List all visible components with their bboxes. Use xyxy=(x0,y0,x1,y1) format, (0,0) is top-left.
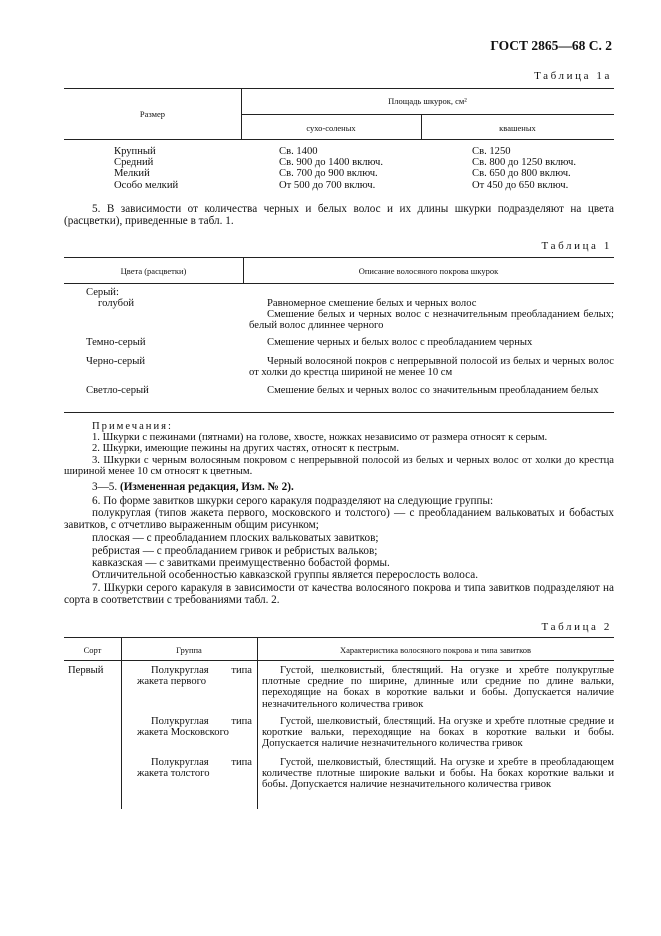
table2-group-header: Группа xyxy=(176,645,202,655)
desc-light-gray: Смешение белых и черных волос со значительным преобладанием белых xyxy=(267,385,599,396)
table1a-sour-col xyxy=(472,146,576,191)
color-black-gray: Черно-серый xyxy=(86,356,145,367)
table1-top-rule xyxy=(64,257,614,258)
notes-title: Примечания: xyxy=(92,421,173,432)
table1a-sour-header: квашеных xyxy=(499,123,536,133)
page-header: ГОСТ 2865—68 С. 2 xyxy=(490,38,612,53)
table-cell: Св. 1250 xyxy=(472,146,511,157)
table1a-dry-col xyxy=(279,146,383,191)
table1a-size-header: Размер xyxy=(139,109,166,119)
table1a-area-header: Площадь шкурок, см² xyxy=(388,96,467,106)
table2-caption: Таблица 2 xyxy=(541,621,612,633)
sort-first: Первый xyxy=(68,665,104,676)
note-1: 1. Шкурки с пежинами (пятнами) на голове, хвосте, ножках независимо от размера относят к серым. xyxy=(92,432,548,443)
group-caucasian: кавказская — с завитками преимущественно бобастой формы. xyxy=(92,557,390,569)
desc-dark-gray: Смешение черных и белых волос с преобладанием черных xyxy=(267,337,533,348)
note-2: 2. Шкурки, имеющие пежины на других частях, относят к пестрым. xyxy=(92,443,399,454)
paragraph-7: 7. Шкурки серого каракуля в зависимости от качества волосяного покрова и типа завитков подразделяют на сорта в соответствии с требованиями табл. 2. xyxy=(64,582,614,607)
caucasian-feature: Отличительной особенностью кавказской группы является перерослость волоса. xyxy=(92,569,479,581)
desc-blue-2: Смешение белых и черных волос с незначительным преобладанием белых; белый волос длиннее черного xyxy=(249,309,614,332)
table2-group-2 xyxy=(137,716,252,738)
desc-black-gray: Черный волосяной покров с непрерывной полосой из белых и черных волос от холки до крестца шириной не менее 10 см xyxy=(249,356,614,379)
group-subtype: жакета Московского xyxy=(137,727,229,739)
table1-bottom-rule xyxy=(64,412,614,413)
group-name: Полукруглая xyxy=(151,716,209,727)
table-cell: Крупный xyxy=(114,146,156,157)
color-dark-gray: Темно-серый xyxy=(86,337,146,348)
table-cell: Св. 1400 xyxy=(279,146,318,157)
paragraph-3-5-number: 3—5. xyxy=(92,481,118,493)
color-gray: Серый: xyxy=(86,287,119,298)
group-name: Полукруглая xyxy=(151,757,209,768)
paragraph-6: 6. По форме завитков шкурки серого каракуля подразделяют на следующие группы: xyxy=(92,495,494,507)
table2-char-1: Густой, шелковистый, блестящий. На огузке и хребте полукруглые плотные средние по ширине, длинные или средние по длине вальки, переходящие на боках в короткие вальки и бобы. Допускается наличие незначительного количества гривок xyxy=(262,665,614,710)
table1a-top-rule xyxy=(64,88,614,89)
group-semicircular: полукруглая (типов жакета первого, московского и толстого) — с преобладанием вальковатых и бобастых завитков, с отчетливо выраженным общим рисунком; xyxy=(64,507,614,532)
table-cell: Св. 900 до 1400 включ. xyxy=(279,157,383,169)
paragraph-5: 5. В зависимости от количества черных и белых волос и их длины шкурки подразделяют на цвета (расцветки), приведенные в табл. 1. xyxy=(64,203,614,228)
group-subtype: жакета толстого xyxy=(137,768,210,780)
color-light-gray: Светло-серый xyxy=(86,385,149,396)
table-cell: Св. 800 до 1250 включ. xyxy=(472,157,576,169)
table1a-subhead-rule xyxy=(241,114,614,115)
table1-caption: Таблица 1 xyxy=(541,240,612,252)
group-ribbed: ребристая — с преобладанием гривок и ребристых вальков; xyxy=(92,545,378,557)
table-cell: Средний xyxy=(114,157,154,169)
desc-blue-1: Равномерное смешение белых и черных волос xyxy=(267,298,477,309)
table-cell: Особо мелкий xyxy=(114,179,179,191)
table1a-head-rule xyxy=(64,139,614,140)
group-subtype: жакета первого xyxy=(137,676,206,688)
group-type-word: типа xyxy=(231,716,252,727)
table2-top-rule xyxy=(64,637,614,638)
table1-color-header: Цвета (расцветки) xyxy=(120,266,187,276)
paragraph-3-5-amendment: (Измененная редакция, Изм. № 2). xyxy=(119,481,294,493)
table1-desc-header: Описание волосяного покрова шкурок xyxy=(358,266,499,276)
note-3: 3. Шкурки с черным волосяным покровом с непрерывной полосой из белых и черных волос от холки до крестца шириной менее 10 см относят к цветным. xyxy=(64,455,614,478)
table2-head-rule xyxy=(64,660,614,661)
table-cell: От 450 до 650 включ. xyxy=(472,179,569,191)
table2-char-3: Густой, шелковистый, блестящий. На огузке и хребте в преобладающем количестве плотные широкие вальки и бобы. На боках короткие вальки и бобы. Допускается наличие незначительного количества гривок xyxy=(262,757,614,791)
table1-head-rule xyxy=(64,283,614,284)
table-cell: Мелкий xyxy=(114,168,150,180)
table1a-dry-header: сухо-соленых xyxy=(306,123,356,133)
table1a-caption: Таблица 1а xyxy=(534,70,612,82)
table2-char-2: Густой, шелковистый, блестящий. На огузке и хребте плотные средние и короткие вальки, переходящие на боках в короткие вальки и бобы. Допускается наличие незначительного количества гривок xyxy=(262,716,614,750)
group-type-word: типа xyxy=(231,665,252,676)
table-cell: Св. 650 до 800 включ. xyxy=(472,168,571,180)
group-flat: плоская — с преобладанием плоских вальковатых завитков; xyxy=(92,532,379,544)
group-type-word: типа xyxy=(231,757,252,768)
table2-char-header: Характеристика волосяного покрова и типа завитков xyxy=(339,645,532,655)
table-cell: Св. 700 до 900 включ. xyxy=(279,168,378,180)
table2-group-3 xyxy=(137,757,252,779)
table2-col-divider-2 xyxy=(257,637,258,809)
group-name: Полукруглая xyxy=(151,665,209,676)
table2-sort-header: Сорт xyxy=(83,645,102,655)
paragraph-3-5 xyxy=(92,481,294,493)
table2-col-divider-1 xyxy=(121,637,122,809)
table-cell: От 500 до 700 включ. xyxy=(279,179,376,191)
color-blue: голубой xyxy=(98,298,135,309)
table1a-size-col xyxy=(114,146,178,191)
table2-group-1 xyxy=(137,665,252,687)
